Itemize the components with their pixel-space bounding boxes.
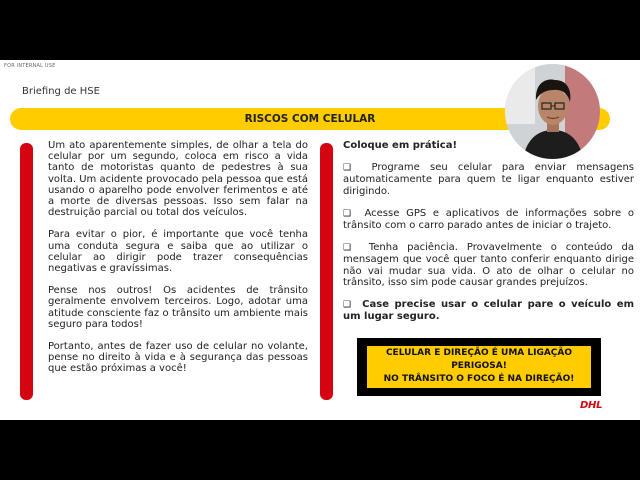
practice-item [343, 208, 634, 231]
practice-item [343, 299, 634, 322]
left-paragraph: Portanto, antes de fazer uso de celular no volante, pense no direito à vida e à segurança das pessoas que estão próximas a você! [48, 341, 308, 375]
practice-item [343, 162, 634, 197]
left-text-column [48, 140, 308, 386]
slide [0, 60, 640, 420]
checkbox-icon: ❑ [343, 208, 352, 219]
left-accent-bar [20, 143, 33, 400]
practice-item [343, 242, 634, 288]
practice-item-text: Acesse GPS e aplicativos de informações sobre o trânsito com o carro parado antes de iniciar o trajeto. [343, 207, 635, 232]
callout-line: NO TRÂNSITO O FOCO É NA DIREÇÃO! [383, 374, 575, 384]
checkbox-icon: ❑ [343, 300, 352, 311]
practice-item-text: Programe seu celular para enviar mensagens automaticamente para quem te ligar enquanto estiver dirigindo. [343, 162, 635, 197]
internal-use-label: FOR INTERNAL USE [4, 63, 56, 69]
right-accent-bar [320, 143, 333, 400]
left-paragraph: Pense nos outros! Os acidentes de trânsito geralmente envolvem terceiros. Logo, adotar uma atitude consciente faz o trânsito um ambiente mais seguro para todos! [48, 285, 308, 330]
right-text-column [343, 140, 634, 333]
warning-callout-text [367, 346, 591, 388]
title-banner: RISCOS COM CELULAR [10, 108, 610, 130]
callout-line: PERIGOSA! [451, 361, 507, 371]
left-paragraph: Para evitar o pior, é importante que você tenha uma conduta segura e saiba que ao utilizar o celular ao dirigir pode trazer consequências negativas e gravíssimas. [48, 229, 308, 275]
briefing-subtitle: Briefing de HSE [22, 86, 100, 97]
dhl-logo: DHL [580, 400, 603, 411]
practice-item-text: Tenha paciência. Provavelmente o conteúdo da mensagem que você quer tanto conferir enquanto dirige não vai mudar sua vida. O ato de olhar o celular no trânsito, isso sim pode causar grandes prejuízos. [343, 242, 635, 288]
practice-item-text: Case precise usar o celular pare o veículo em um lugar seguro. [343, 299, 634, 323]
checkbox-icon: ❑ [343, 243, 352, 254]
checkbox-icon: ❑ [343, 163, 352, 174]
practice-heading: Coloque em prática! [343, 140, 458, 151]
callout-line: CELULAR E DIREÇÃO É UMA LIGAÇÃO [385, 348, 573, 358]
warning-callout [357, 338, 601, 396]
left-paragraph: Um ato aparentemente simples, de olhar a tela do celular por um segundo, coloca em risco a vida tanto de motoristas quanto de pedestres à sua volta. Um acidente provocado pela pessoa que está usando o aparelho pode envolver ferimentos e até a morte de diversas pessoas. Isso sem falar na destruição parcial ou total dos veículos. [48, 140, 308, 219]
